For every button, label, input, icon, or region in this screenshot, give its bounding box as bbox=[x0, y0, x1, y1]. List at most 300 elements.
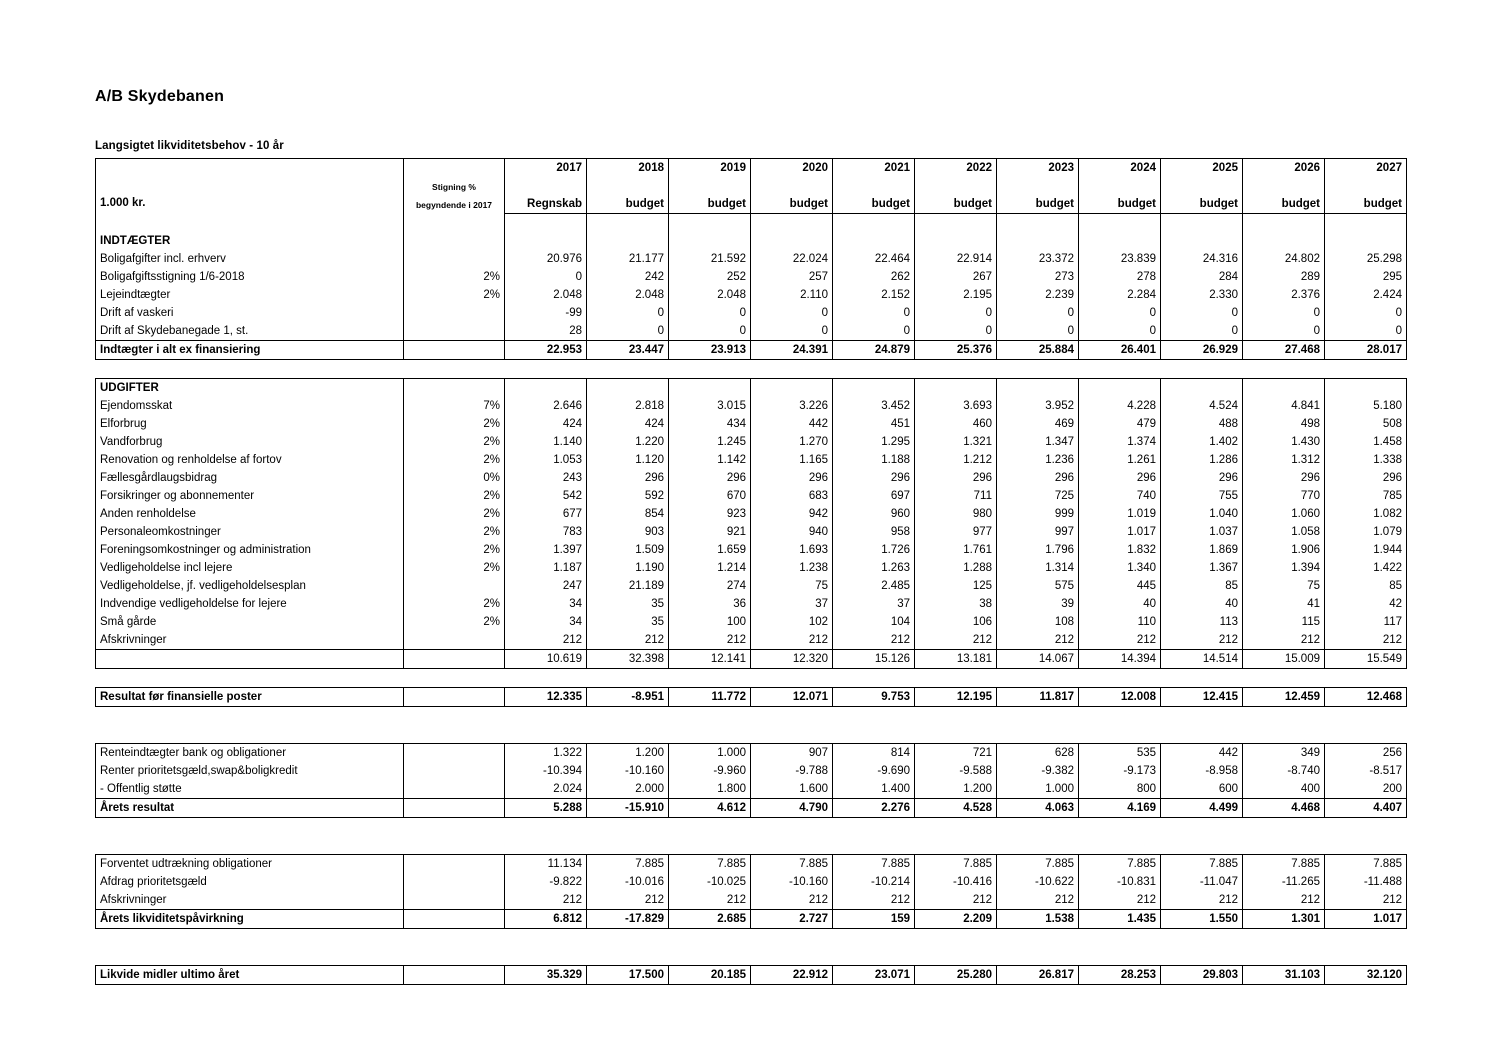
row-value-2026: 1.301 bbox=[1243, 910, 1325, 929]
row-value-2019: 100 bbox=[669, 613, 751, 631]
row-value-2025: 85 bbox=[1161, 577, 1243, 595]
blank-value bbox=[1243, 232, 1325, 250]
row-value-2020: -10.160 bbox=[751, 873, 833, 891]
total-row-arets-likviditetspaavirkning bbox=[96, 910, 1407, 929]
row-value-2022: 0 bbox=[915, 322, 997, 341]
table-row-liquidity bbox=[96, 855, 1407, 874]
blank-value bbox=[997, 214, 1079, 233]
row-increase-percent: 2% bbox=[404, 286, 505, 304]
row-value-2026: 770 bbox=[1243, 487, 1325, 505]
row-label: Forsikringer og abonnementer bbox=[96, 487, 404, 505]
blank-value bbox=[505, 232, 587, 250]
row-increase-percent: 2% bbox=[404, 487, 505, 505]
row-value-2018: 1.509 bbox=[587, 541, 669, 559]
row-increase-percent: 2% bbox=[404, 559, 505, 577]
row-value-2027: 25.298 bbox=[1325, 250, 1407, 268]
row-label bbox=[96, 650, 404, 669]
row-increase-percent bbox=[404, 762, 505, 780]
header-year-2024: 2024 bbox=[1079, 159, 1161, 178]
row-increase-percent: 2% bbox=[404, 595, 505, 613]
row-value-2017: 20.976 bbox=[505, 250, 587, 268]
row-value-2018: -10.160 bbox=[587, 762, 669, 780]
row-value-2020: 1.693 bbox=[751, 541, 833, 559]
header-year-2026: 2026 bbox=[1243, 159, 1325, 178]
row-value-2020: 12.320 bbox=[751, 650, 833, 669]
row-value-2024: 0 bbox=[1079, 322, 1161, 341]
row-value-2021: 1.263 bbox=[833, 559, 915, 577]
row-increase-percent bbox=[404, 966, 505, 985]
row-value-2022: 4.528 bbox=[915, 799, 997, 818]
row-value-2027: 32.120 bbox=[1325, 966, 1407, 985]
row-increase-percent: 2% bbox=[404, 523, 505, 541]
row-label: Ejendomsskat bbox=[96, 397, 404, 415]
row-value-2017: 1.053 bbox=[505, 451, 587, 469]
blank-value bbox=[1161, 379, 1243, 398]
row-value-2019: 434 bbox=[669, 415, 751, 433]
header-year-2019: 2019 bbox=[669, 159, 751, 178]
row-value-2026: 31.103 bbox=[1243, 966, 1325, 985]
row-value-2020: 22.024 bbox=[751, 250, 833, 268]
header-spacer-cell bbox=[1161, 177, 1243, 195]
row-value-2017: 6.812 bbox=[505, 910, 587, 929]
row-value-2021: 0 bbox=[833, 304, 915, 322]
header-year-2021: 2021 bbox=[833, 159, 915, 178]
row-label: Vedligeholdelse incl lejere bbox=[96, 559, 404, 577]
row-value-2024: 1.435 bbox=[1079, 910, 1161, 929]
blank-value bbox=[1243, 214, 1325, 233]
row-value-2025: 212 bbox=[1161, 891, 1243, 910]
header-year-2017: 2017 bbox=[505, 159, 587, 178]
blank-value bbox=[1079, 232, 1161, 250]
row-value-2017: 677 bbox=[505, 505, 587, 523]
row-value-2018: 212 bbox=[587, 631, 669, 650]
row-value-2027: 5.180 bbox=[1325, 397, 1407, 415]
row-value-2024: 1.374 bbox=[1079, 433, 1161, 451]
row-value-2023: 26.817 bbox=[997, 966, 1079, 985]
row-value-2022: 106 bbox=[915, 613, 997, 631]
row-value-2021: 37 bbox=[833, 595, 915, 613]
row-value-2017: 1.140 bbox=[505, 433, 587, 451]
total-row-arets-resultat bbox=[96, 799, 1407, 818]
row-value-2026: 349 bbox=[1243, 744, 1325, 763]
row-value-2018: 0 bbox=[587, 322, 669, 341]
row-value-2027: 12.468 bbox=[1325, 688, 1407, 707]
header-year-2023: 2023 bbox=[997, 159, 1079, 178]
row-label: Forventet udtrækning obligationer bbox=[96, 855, 404, 874]
row-value-2023: 999 bbox=[997, 505, 1079, 523]
row-value-2023: 0 bbox=[997, 304, 1079, 322]
row-label: Fællesgårdlaugsbidrag bbox=[96, 469, 404, 487]
row-value-2025: 12.415 bbox=[1161, 688, 1243, 707]
row-value-2023: 1.538 bbox=[997, 910, 1079, 929]
row-value-2024: 2.284 bbox=[1079, 286, 1161, 304]
blank-value bbox=[587, 214, 669, 233]
row-value-2019: 274 bbox=[669, 577, 751, 595]
row-value-2027: -8.517 bbox=[1325, 762, 1407, 780]
row-value-2024: 23.839 bbox=[1079, 250, 1161, 268]
row-value-2023: 1.236 bbox=[997, 451, 1079, 469]
row-label: Boligafgiftsstigning 1/6-2018 bbox=[96, 268, 404, 286]
row-value-2026: 1.430 bbox=[1243, 433, 1325, 451]
row-value-2024: 212 bbox=[1079, 891, 1161, 910]
table-row-liquidity bbox=[96, 873, 1407, 891]
row-value-2024: 4.169 bbox=[1079, 799, 1161, 818]
row-increase-percent bbox=[404, 341, 505, 360]
row-label: Drift af Skydebanegade 1, st. bbox=[96, 322, 404, 341]
section-heading-udgifter bbox=[96, 379, 1407, 398]
row-value-2027: 85 bbox=[1325, 577, 1407, 595]
header-subheader-2025: budget bbox=[1161, 195, 1243, 214]
header-blank-label bbox=[96, 159, 404, 214]
header-subheader-2019: budget bbox=[669, 195, 751, 214]
table-row-expense bbox=[96, 451, 1407, 469]
row-value-2027: 117 bbox=[1325, 613, 1407, 631]
row-value-2017: -9.822 bbox=[505, 873, 587, 891]
row-value-2019: 21.592 bbox=[669, 250, 751, 268]
row-value-2023: 296 bbox=[997, 469, 1079, 487]
row-increase-percent bbox=[404, 910, 505, 929]
blank-value bbox=[669, 214, 751, 233]
row-increase-percent: 0% bbox=[404, 469, 505, 487]
row-value-2021: 960 bbox=[833, 505, 915, 523]
row-value-2023: 11.817 bbox=[997, 688, 1079, 707]
row-value-2024: 14.394 bbox=[1079, 650, 1161, 669]
row-value-2020: 3.226 bbox=[751, 397, 833, 415]
row-value-2019: 4.612 bbox=[669, 799, 751, 818]
row-increase-percent: 2% bbox=[404, 451, 505, 469]
section-gap bbox=[96, 836, 1407, 855]
row-value-2018: -15.910 bbox=[587, 799, 669, 818]
row-value-2026: 15.009 bbox=[1243, 650, 1325, 669]
row-increase-percent bbox=[404, 744, 505, 763]
row-value-2025: 26.929 bbox=[1161, 341, 1243, 360]
row-value-2025: 24.316 bbox=[1161, 250, 1243, 268]
row-value-2018: 2.000 bbox=[587, 780, 669, 799]
row-label: Renteindtægter bank og obligationer bbox=[96, 744, 404, 763]
row-value-2018: 296 bbox=[587, 469, 669, 487]
row-value-2027: 1.338 bbox=[1325, 451, 1407, 469]
row-value-2027: 295 bbox=[1325, 268, 1407, 286]
row-value-2018: 21.177 bbox=[587, 250, 669, 268]
row-value-2027: 296 bbox=[1325, 469, 1407, 487]
row-value-2017: 1.187 bbox=[505, 559, 587, 577]
blank-value bbox=[1161, 214, 1243, 233]
row-value-2025: 1.286 bbox=[1161, 451, 1243, 469]
header-year-2020: 2020 bbox=[751, 159, 833, 178]
row-value-2024: 1.261 bbox=[1079, 451, 1161, 469]
blank-value bbox=[833, 232, 915, 250]
row-value-2020: 12.071 bbox=[751, 688, 833, 707]
row-value-2019: 0 bbox=[669, 304, 751, 322]
header-row-years bbox=[96, 159, 1407, 178]
row-value-2024: 278 bbox=[1079, 268, 1161, 286]
row-value-2019: 3.015 bbox=[669, 397, 751, 415]
sheet-subtitle: Langsigtet likviditetsbehov - 10 år bbox=[95, 140, 284, 152]
row-value-2027: 15.549 bbox=[1325, 650, 1407, 669]
row-value-2027: 1.422 bbox=[1325, 559, 1407, 577]
row-label: - Offentlig støtte bbox=[96, 780, 404, 799]
row-value-2024: 28.253 bbox=[1079, 966, 1161, 985]
row-value-2018: 0 bbox=[587, 304, 669, 322]
row-value-2023: 1.314 bbox=[997, 559, 1079, 577]
row-value-2023: 628 bbox=[997, 744, 1079, 763]
row-increase-percent: 2% bbox=[404, 613, 505, 631]
row-value-2017: -10.394 bbox=[505, 762, 587, 780]
row-value-2018: 854 bbox=[587, 505, 669, 523]
row-value-2018: 17.500 bbox=[587, 966, 669, 985]
row-value-2019: 1.245 bbox=[669, 433, 751, 451]
row-value-2019: 212 bbox=[669, 891, 751, 910]
row-value-2022: 125 bbox=[915, 577, 997, 595]
row-value-2025: 40 bbox=[1161, 595, 1243, 613]
row-increase-percent bbox=[404, 873, 505, 891]
table-row-liquidity bbox=[96, 891, 1407, 910]
row-value-2020: -9.788 bbox=[751, 762, 833, 780]
row-value-2019: 2.685 bbox=[669, 910, 751, 929]
row-value-2022: 267 bbox=[915, 268, 997, 286]
row-value-2020: 940 bbox=[751, 523, 833, 541]
row-value-2019: -9.960 bbox=[669, 762, 751, 780]
row-value-2018: 2.818 bbox=[587, 397, 669, 415]
row-value-2024: -9.173 bbox=[1079, 762, 1161, 780]
blank-value bbox=[505, 214, 587, 233]
row-label: Lejeindtægter bbox=[96, 286, 404, 304]
row-value-2020: 442 bbox=[751, 415, 833, 433]
row-label: Likvide midler ultimo året bbox=[96, 966, 404, 985]
row-value-2021: 24.879 bbox=[833, 341, 915, 360]
header-spacer-cell bbox=[1325, 177, 1407, 195]
row-value-2019: 921 bbox=[669, 523, 751, 541]
blank-value bbox=[833, 379, 915, 398]
row-value-2020: 2.110 bbox=[751, 286, 833, 304]
row-value-2023: 2.239 bbox=[997, 286, 1079, 304]
row-value-2027: 0 bbox=[1325, 304, 1407, 322]
row-value-2027: 1.079 bbox=[1325, 523, 1407, 541]
row-value-2017: 28 bbox=[505, 322, 587, 341]
row-value-2017: 424 bbox=[505, 415, 587, 433]
row-value-2024: 800 bbox=[1079, 780, 1161, 799]
row-value-2024: 445 bbox=[1079, 577, 1161, 595]
result-before-financials-row bbox=[96, 688, 1407, 707]
row-value-2021: 296 bbox=[833, 469, 915, 487]
blank-value bbox=[1161, 232, 1243, 250]
row-value-2020: 1.600 bbox=[751, 780, 833, 799]
row-value-2019: 36 bbox=[669, 595, 751, 613]
row-value-2025: 1.550 bbox=[1161, 910, 1243, 929]
row-value-2025: 0 bbox=[1161, 322, 1243, 341]
row-increase-percent bbox=[404, 799, 505, 818]
row-value-2023: 39 bbox=[997, 595, 1079, 613]
row-value-2020: 1.238 bbox=[751, 559, 833, 577]
row-value-2017: 2.646 bbox=[505, 397, 587, 415]
row-value-2025: 488 bbox=[1161, 415, 1243, 433]
row-value-2025: 1.402 bbox=[1161, 433, 1243, 451]
blank-pct bbox=[404, 214, 505, 233]
row-value-2020: 1.270 bbox=[751, 433, 833, 451]
header-subheader-2024: budget bbox=[1079, 195, 1161, 214]
row-value-2017: -99 bbox=[505, 304, 587, 322]
row-increase-percent bbox=[404, 891, 505, 910]
row-value-2017: 212 bbox=[505, 631, 587, 650]
row-value-2026: 1.060 bbox=[1243, 505, 1325, 523]
row-label: Drift af vaskeri bbox=[96, 304, 404, 322]
row-value-2021: 15.126 bbox=[833, 650, 915, 669]
row-value-2027: 256 bbox=[1325, 744, 1407, 763]
table-row-income bbox=[96, 286, 1407, 304]
row-increase-percent bbox=[404, 650, 505, 669]
total-row-expense bbox=[96, 650, 1407, 669]
row-value-2021: 212 bbox=[833, 891, 915, 910]
row-label: Boligafgifter incl. erhverv bbox=[96, 250, 404, 268]
row-value-2022: 12.195 bbox=[915, 688, 997, 707]
row-label: Indtægter i alt ex finansiering bbox=[96, 341, 404, 360]
row-label: Vedligeholdelse, jf. vedligeholdelsesplan bbox=[96, 577, 404, 595]
row-value-2020: 257 bbox=[751, 268, 833, 286]
row-value-2019: 252 bbox=[669, 268, 751, 286]
row-label: Små gårde bbox=[96, 613, 404, 631]
row-value-2022: 13.181 bbox=[915, 650, 997, 669]
row-value-2026: 212 bbox=[1243, 631, 1325, 650]
row-increase-percent bbox=[404, 631, 505, 650]
row-value-2022: 1.761 bbox=[915, 541, 997, 559]
row-value-2019: 11.772 bbox=[669, 688, 751, 707]
blank-value bbox=[1325, 379, 1407, 398]
row-increase-percent bbox=[404, 304, 505, 322]
row-value-2018: 1.120 bbox=[587, 451, 669, 469]
row-increase-percent bbox=[404, 780, 505, 799]
blank-label bbox=[96, 214, 404, 233]
section-heading-indtaegter bbox=[96, 232, 1407, 250]
row-value-2022: 0 bbox=[915, 304, 997, 322]
row-value-2023: 1.000 bbox=[997, 780, 1079, 799]
row-value-2017: 34 bbox=[505, 613, 587, 631]
row-value-2024: 12.008 bbox=[1079, 688, 1161, 707]
row-value-2022: 980 bbox=[915, 505, 997, 523]
row-value-2027: 0 bbox=[1325, 322, 1407, 341]
row-value-2027: 508 bbox=[1325, 415, 1407, 433]
row-value-2019: 1.000 bbox=[669, 744, 751, 763]
row-value-2022: 977 bbox=[915, 523, 997, 541]
row-value-2026: 24.802 bbox=[1243, 250, 1325, 268]
row-value-2026: 1.312 bbox=[1243, 451, 1325, 469]
row-value-2017: 22.953 bbox=[505, 341, 587, 360]
row-label: Elforbrug bbox=[96, 415, 404, 433]
row-label: Afskrivninger bbox=[96, 631, 404, 650]
row-value-2018: 903 bbox=[587, 523, 669, 541]
row-value-2022: 711 bbox=[915, 487, 997, 505]
row-value-2025: 113 bbox=[1161, 613, 1243, 631]
row-value-2017: 542 bbox=[505, 487, 587, 505]
header-spacer-cell bbox=[915, 177, 997, 195]
table-row-financial bbox=[96, 780, 1407, 799]
blank-value bbox=[587, 232, 669, 250]
row-value-2018: 592 bbox=[587, 487, 669, 505]
row-value-2026: 296 bbox=[1243, 469, 1325, 487]
gap-cell bbox=[96, 929, 1407, 948]
gap-cell bbox=[96, 947, 1407, 966]
row-increase-percent bbox=[404, 688, 505, 707]
row-value-2018: -8.951 bbox=[587, 688, 669, 707]
row-value-2023: 25.884 bbox=[997, 341, 1079, 360]
row-value-2025: 1.037 bbox=[1161, 523, 1243, 541]
row-value-2026: 498 bbox=[1243, 415, 1325, 433]
row-value-2027: 28.017 bbox=[1325, 341, 1407, 360]
table-row-expense bbox=[96, 577, 1407, 595]
row-value-2019: -10.025 bbox=[669, 873, 751, 891]
row-value-2017: 5.288 bbox=[505, 799, 587, 818]
row-value-2017: 1.397 bbox=[505, 541, 587, 559]
blank-value bbox=[1243, 379, 1325, 398]
row-value-2025: 755 bbox=[1161, 487, 1243, 505]
row-value-2025: 14.514 bbox=[1161, 650, 1243, 669]
table-row-expense bbox=[96, 487, 1407, 505]
row-value-2022: 721 bbox=[915, 744, 997, 763]
row-value-2025: 1.367 bbox=[1161, 559, 1243, 577]
row-value-2023: 1.796 bbox=[997, 541, 1079, 559]
header-spacer-cell bbox=[505, 177, 587, 195]
row-value-2020: 0 bbox=[751, 322, 833, 341]
gap-cell bbox=[96, 707, 1407, 726]
row-value-2027: 1.017 bbox=[1325, 910, 1407, 929]
table-row-expense bbox=[96, 433, 1407, 451]
row-value-2021: 2.152 bbox=[833, 286, 915, 304]
table-row-income bbox=[96, 268, 1407, 286]
row-value-2026: 400 bbox=[1243, 780, 1325, 799]
row-value-2024: 296 bbox=[1079, 469, 1161, 487]
row-value-2025: 29.803 bbox=[1161, 966, 1243, 985]
row-value-2021: -10.214 bbox=[833, 873, 915, 891]
row-value-2023: -9.382 bbox=[997, 762, 1079, 780]
row-value-2026: 2.376 bbox=[1243, 286, 1325, 304]
row-value-2023: 725 bbox=[997, 487, 1079, 505]
row-value-2017: 247 bbox=[505, 577, 587, 595]
row-value-2026: 115 bbox=[1243, 613, 1325, 631]
header-subheader-2022: budget bbox=[915, 195, 997, 214]
row-value-2022: 296 bbox=[915, 469, 997, 487]
row-value-2021: 958 bbox=[833, 523, 915, 541]
row-value-2017: 2.024 bbox=[505, 780, 587, 799]
row-value-2021: -9.690 bbox=[833, 762, 915, 780]
table-row-expense bbox=[96, 523, 1407, 541]
blank-value bbox=[1079, 379, 1161, 398]
row-value-2017: 11.134 bbox=[505, 855, 587, 874]
row-label: Årets resultat bbox=[96, 799, 404, 818]
table-row-income bbox=[96, 304, 1407, 322]
row-increase-percent bbox=[404, 855, 505, 874]
row-value-2026: 7.885 bbox=[1243, 855, 1325, 874]
row-value-2025: -8.958 bbox=[1161, 762, 1243, 780]
row-value-2022: 1.200 bbox=[915, 780, 997, 799]
table-row-expense bbox=[96, 505, 1407, 523]
row-value-2023: 108 bbox=[997, 613, 1079, 631]
row-increase-percent bbox=[404, 577, 505, 595]
row-value-2019: 2.048 bbox=[669, 286, 751, 304]
row-value-2024: 740 bbox=[1079, 487, 1161, 505]
row-value-2024: 40 bbox=[1079, 595, 1161, 613]
row-value-2027: 2.424 bbox=[1325, 286, 1407, 304]
row-value-2019: 1.142 bbox=[669, 451, 751, 469]
row-value-2018: 7.885 bbox=[587, 855, 669, 874]
blank-value bbox=[587, 379, 669, 398]
blank-value bbox=[1079, 214, 1161, 233]
section-gap bbox=[96, 947, 1407, 966]
row-value-2018: -10.016 bbox=[587, 873, 669, 891]
row-value-2026: 0 bbox=[1243, 304, 1325, 322]
row-value-2017: 243 bbox=[505, 469, 587, 487]
row-value-2024: 1.017 bbox=[1079, 523, 1161, 541]
row-value-2018: 1.200 bbox=[587, 744, 669, 763]
row-value-2027: 1.944 bbox=[1325, 541, 1407, 559]
